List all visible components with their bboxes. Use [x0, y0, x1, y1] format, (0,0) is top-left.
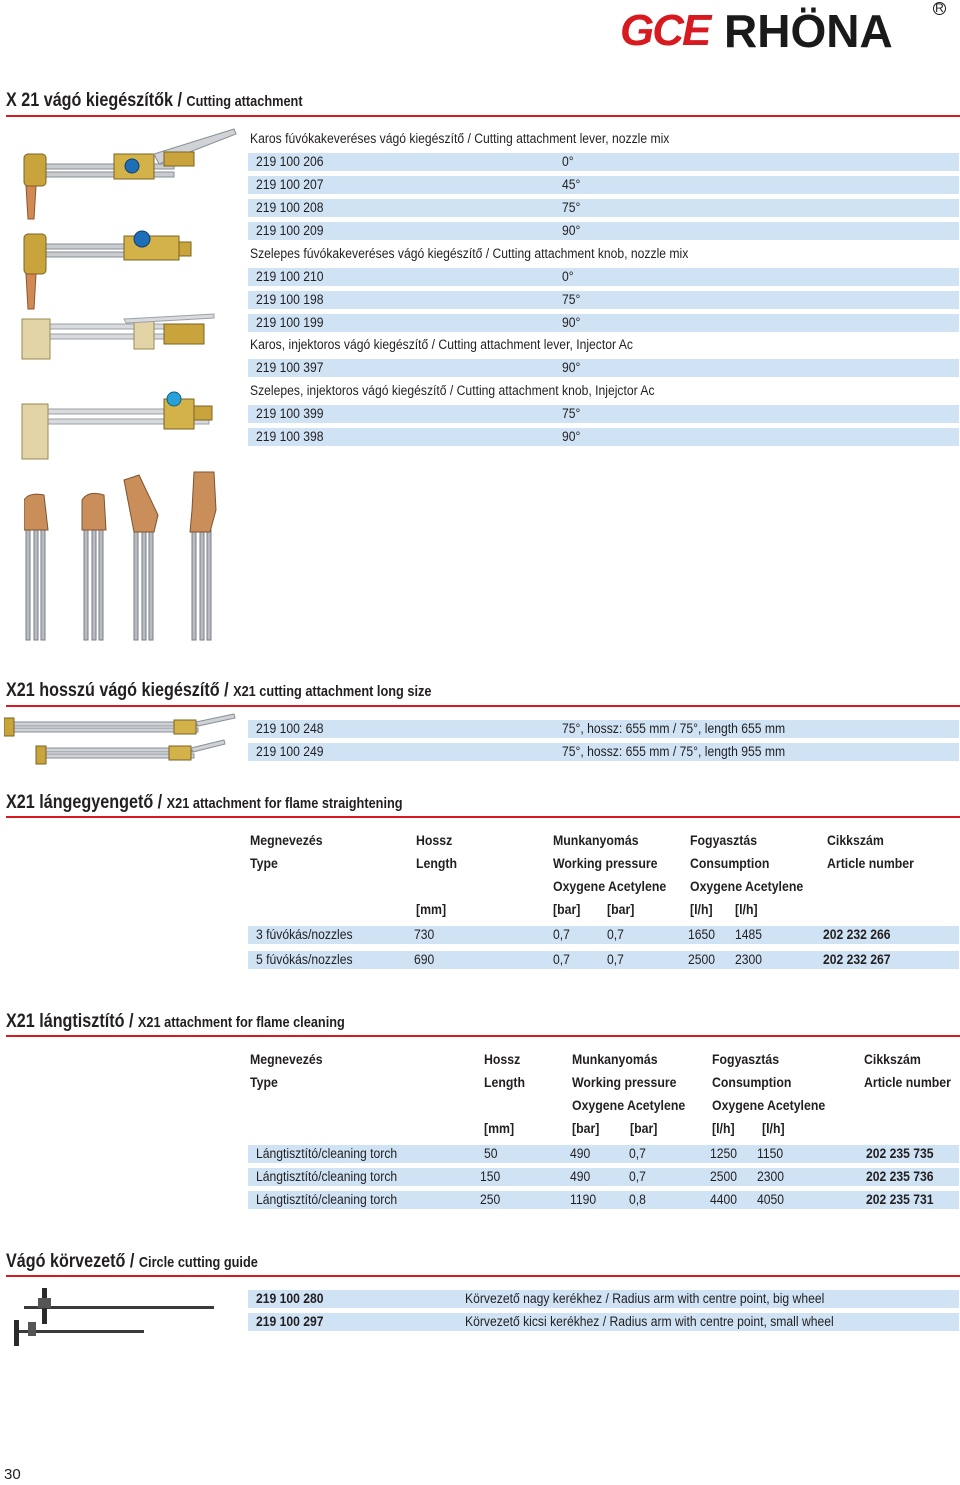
col-header: Working pressure: [553, 855, 658, 871]
long-torch-955: [36, 740, 225, 764]
table-row: [248, 130, 959, 148]
nozzle-heads-image: [24, 470, 224, 642]
table-row: [248, 176, 959, 194]
brand-logo-rhona: RHÖNA: [724, 5, 893, 57]
article-code: 219 100 399: [256, 406, 324, 421]
section-title-circle-cutting-guide: [6, 1251, 258, 1273]
cell-acetylene-consumption: 2300: [757, 1169, 785, 1184]
col-unit: [bar]: [607, 901, 635, 917]
angle-value: 90°: [562, 223, 581, 238]
angle-value: 45°: [562, 177, 581, 192]
section-rule: [6, 1035, 960, 1037]
section-rule: [6, 705, 960, 707]
cell-length: 150: [480, 1169, 501, 1184]
table-row: [248, 153, 959, 171]
angle-value: 0°: [562, 269, 574, 284]
col-unit: [mm]: [484, 1120, 515, 1136]
cell-oxygen-consumption: 2500: [688, 952, 716, 967]
cell-length: 50: [484, 1146, 498, 1161]
cell-oxygen-pressure: 1190: [570, 1192, 597, 1207]
section-title-sub: X21 cutting attachment long size: [233, 683, 432, 700]
table-row: [248, 743, 959, 761]
cell-acetylene-consumption: 4050: [757, 1192, 785, 1207]
cell-acetylene-pressure: 0,7: [607, 952, 624, 967]
col-header: Type: [250, 855, 278, 871]
table-row: [248, 291, 959, 309]
angle-value: 90°: [562, 315, 581, 330]
cell-acetylene-pressure: 0,7: [629, 1146, 646, 1161]
col-header: Oxygene Acetylene: [553, 878, 667, 894]
col-unit: [bar]: [630, 1120, 658, 1136]
col-unit: [l/h]: [690, 901, 713, 917]
cell-oxygen-pressure: 490: [570, 1146, 591, 1161]
col-header: Oxygene Acetylene: [690, 878, 804, 894]
angle-value: 0°: [562, 154, 574, 169]
col-header: Consumption: [712, 1074, 792, 1090]
angle-value: 90°: [562, 360, 581, 375]
cutting-attachment-images: [14, 124, 239, 469]
cell-oxygen-pressure: 0,7: [553, 927, 570, 942]
article-code: 219 100 206: [256, 154, 324, 169]
table-row: [248, 926, 959, 944]
table-row: [248, 359, 959, 377]
col-unit: [bar]: [572, 1120, 600, 1136]
section-rule: [6, 816, 960, 818]
section-title-flame-cleaning: [6, 1011, 345, 1033]
cell-oxygen-consumption: 4400: [710, 1192, 738, 1207]
table-row: [248, 1290, 959, 1308]
table-row: [248, 405, 959, 423]
table-row: [248, 1191, 959, 1209]
cell-length: 250: [480, 1192, 501, 1207]
table-row: [248, 245, 959, 263]
row-label: Karos fúvókakeveréses vágó kiegészítő / Cutting attachment lever, nozzle mix: [250, 131, 670, 146]
col-unit: [bar]: [553, 901, 581, 917]
angle-value: 90°: [562, 429, 581, 444]
cell-type: Lángtisztító/cleaning torch: [256, 1146, 398, 1161]
article-code: 219 100 210: [256, 269, 324, 284]
article-code: 219 100 198: [256, 292, 324, 307]
cell-type: 5 fúvókás/nozzles: [256, 952, 353, 967]
article-code: 219 100 398: [256, 429, 324, 444]
article-code: 219 100 209: [256, 223, 324, 238]
cell-acetylene-consumption: 1150: [757, 1146, 784, 1161]
col-header: Hossz: [484, 1051, 521, 1067]
cell-acetylene-consumption: 2300: [735, 952, 763, 967]
cell-type: Lángtisztító/cleaning torch: [256, 1169, 398, 1184]
cell-length: 730: [414, 927, 435, 942]
article-code: 219 100 248: [256, 721, 324, 736]
col-header: Megnevezés: [250, 832, 323, 848]
angle-value: 75°: [562, 406, 581, 421]
section-title-main: X21 lángegyengető /: [6, 792, 163, 813]
table-row: [248, 720, 959, 738]
nozzle-head-75-deg: [124, 475, 158, 640]
long-torch-images: [4, 712, 240, 766]
cell-article-number: 202 235 736: [866, 1169, 934, 1184]
section-title-main: Vágó körvezető /: [6, 1251, 135, 1272]
cell-acetylene-pressure: 0,7: [629, 1169, 646, 1184]
cell-length: 690: [414, 952, 435, 967]
table-row: [248, 199, 959, 217]
col-header: Working pressure: [572, 1074, 677, 1090]
section-title-cutting-attachment: [6, 90, 303, 112]
torch-image-1: [24, 129, 236, 219]
cell-article-number: 202 235 735: [866, 1146, 934, 1161]
cell-oxygen-consumption: 1250: [710, 1146, 738, 1161]
torch-image-4: [22, 392, 212, 459]
article-code: 219 100 297: [256, 1314, 324, 1329]
description: Körvezető nagy kerékhez / Radius arm with centre point, big wheel: [465, 1291, 825, 1306]
col-header: Consumption: [690, 855, 770, 871]
cell-oxygen-consumption: 1650: [688, 927, 716, 942]
article-code: 219 100 280: [256, 1291, 324, 1306]
table-row: [248, 1313, 959, 1331]
article-code: 219 100 249: [256, 744, 324, 759]
col-header: Fogyasztás: [712, 1051, 780, 1067]
table-row: [248, 382, 959, 400]
col-header: Oxygene Acetylene: [572, 1097, 686, 1113]
cell-oxygen-pressure: 0,7: [553, 952, 570, 967]
section-title-main: X 21 vágó kiegészítők /: [6, 90, 182, 111]
section-title-main: X21 lángtisztító /: [6, 1011, 134, 1032]
col-header: Length: [484, 1074, 526, 1090]
circle-guide-small-wheel: [14, 1320, 144, 1346]
circle-guide-images: [4, 1284, 240, 1352]
table-row: [248, 222, 959, 240]
col-header: Cikkszám: [864, 1051, 921, 1067]
article-code: 219 100 207: [256, 177, 324, 192]
section-title-sub: X21 attachment for flame straightening: [166, 795, 403, 812]
article-code: 219 100 199: [256, 315, 324, 330]
col-header: Article number: [864, 1074, 951, 1090]
table-row: [248, 1145, 959, 1163]
registered-mark: R: [933, 2, 946, 15]
col-header: Megnevezés: [250, 1051, 323, 1067]
page-number: 30: [4, 1466, 21, 1483]
col-header: Munkanyomás: [572, 1051, 658, 1067]
description: Körvezető kicsi kerékhez / Radius arm with centre point, small wheel: [465, 1314, 834, 1329]
cell-oxygen-consumption: 2500: [710, 1169, 738, 1184]
nozzle-head-0-deg: [24, 494, 48, 640]
long-torch-655: [4, 714, 235, 736]
section-title-flame-straightening: [6, 792, 403, 814]
col-unit: [mm]: [416, 901, 447, 917]
nozzle-head-45-deg: [82, 493, 106, 640]
cell-article-number: 202 235 731: [866, 1192, 934, 1207]
cell-article-number: 202 232 267: [823, 952, 891, 967]
nozzle-head-90-deg: [190, 472, 216, 640]
article-code: 219 100 208: [256, 200, 324, 215]
section-title-long-size: [6, 680, 431, 702]
row-label: Szelepes, injektoros vágó kiegészítő / Cutting attachment knob, Injejctor Ac: [250, 383, 655, 398]
col-header: Hossz: [416, 832, 453, 848]
row-label: Karos, injektoros vágó kiegészítő / Cutting attachment lever, Injector Ac: [250, 337, 633, 352]
table-row: [248, 336, 959, 354]
table-row: [248, 1168, 959, 1186]
table-row: [248, 428, 959, 446]
section-title-main: X21 hosszú vágó kiegészítő /: [6, 680, 229, 701]
section-title-sub: X21 attachment for flame cleaning: [137, 1014, 345, 1031]
section-rule: [6, 1275, 960, 1277]
torch-image-2: [24, 231, 191, 309]
brand-logo-gce: GCE: [620, 6, 710, 55]
cell-type: 3 fúvókás/nozzles: [256, 927, 353, 942]
col-unit: [l/h]: [762, 1120, 785, 1136]
section-rule: [6, 115, 960, 117]
col-unit: [l/h]: [735, 901, 758, 917]
cell-type: Lángtisztító/cleaning torch: [256, 1192, 398, 1207]
col-header: Type: [250, 1074, 278, 1090]
torch-image-3: [22, 314, 214, 359]
cell-article-number: 202 232 266: [823, 927, 891, 942]
cell-acetylene-pressure: 0,8: [629, 1192, 646, 1207]
cell-oxygen-pressure: 490: [570, 1169, 591, 1184]
section-title-sub: Circle cutting guide: [138, 1254, 258, 1271]
description: 75°, hossz: 655 mm / 75°, length 655 mm: [562, 721, 786, 736]
article-code: 219 100 397: [256, 360, 324, 375]
table-row: [248, 268, 959, 286]
table-row: [248, 314, 959, 332]
col-header: Article number: [827, 855, 914, 871]
col-header: Length: [416, 855, 458, 871]
description: 75°, hossz: 655 mm / 75°, length 955 mm: [562, 744, 786, 759]
angle-value: 75°: [562, 200, 581, 215]
circle-guide-big-wheel: [24, 1288, 214, 1324]
col-header: Cikkszám: [827, 832, 884, 848]
col-unit: [l/h]: [712, 1120, 735, 1136]
cell-acetylene-consumption: 1485: [735, 927, 763, 942]
col-header: Munkanyomás: [553, 832, 639, 848]
table-row: [248, 951, 959, 969]
section-title-sub: Cutting attachment: [186, 93, 303, 110]
angle-value: 75°: [562, 292, 581, 307]
cell-acetylene-pressure: 0,7: [607, 927, 624, 942]
row-label: Szelepes fúvókakeveréses vágó kiegészítő / Cutting attachment knob, nozzle mix: [250, 246, 689, 261]
col-header: Oxygene Acetylene: [712, 1097, 826, 1113]
col-header: Fogyasztás: [690, 832, 758, 848]
